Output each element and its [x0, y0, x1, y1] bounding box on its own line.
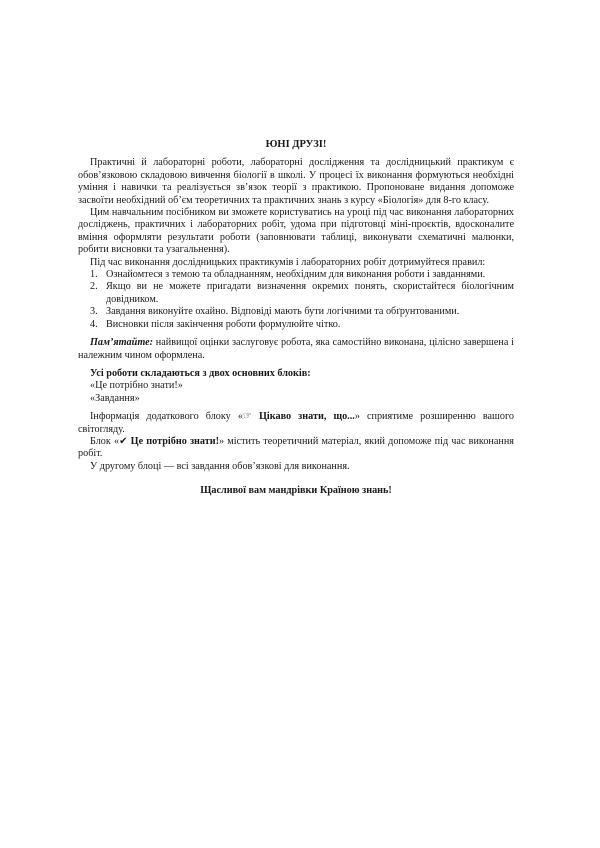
remember-paragraph: [78, 337, 514, 362]
intro-paragraph-2: Цим навчальним посібником ви зможете користуватись на уроці під час виконання лабораторних досліджень, практичних і лабораторних робіт, удома при підготовці міні-проєктів, вдосконалите вміння оформляти результати роботи (заповнювати таблиці, виконувати схематичні малюнки, робити висновки та узагальнення).: [78, 207, 514, 256]
list-item-text: Якщо ви не можете пригадати визначення окремих понять, скористайтеся біологічним довідником.: [106, 281, 514, 305]
rules-list: [78, 269, 514, 331]
page-title: ЮНІ ДРУЗІ!: [265, 139, 327, 150]
closing-line: Щасливої вам мандрівки Країною знань!: [200, 485, 392, 497]
page-content: [78, 139, 514, 498]
list-item-number: 1.: [90, 269, 98, 281]
block-item-2: «Завдання»: [90, 392, 140, 404]
list-item-text: Висновки після закінчення роботи формулюйте чітко.: [106, 318, 341, 330]
list-item: [78, 319, 514, 331]
blocks-heading: Усі роботи складаються з двох основних блоків:: [90, 367, 311, 379]
info1-label: Цікаво знати, що...: [251, 411, 355, 423]
list-item-number: 4.: [90, 318, 98, 330]
list-item-number: 2.: [90, 281, 98, 293]
list-item: [78, 269, 514, 281]
intro-paragraph-3: Під час виконання дослідницьких практикумів і лабораторних робіт дотримуйтеся правил:: [90, 256, 486, 268]
list-item-number: 3.: [90, 306, 98, 318]
list-item: [78, 306, 514, 318]
remember-label: Пам’ятайте:: [90, 337, 154, 349]
info2-label: Це потрібно знати!: [127, 435, 220, 447]
info-paragraph-2: [78, 436, 514, 461]
block-item-1: «Це потрібно знати!»: [90, 380, 183, 392]
info2-after: » містить теоретичний матеріал, який допоможе під час виконання робіт.: [78, 435, 514, 460]
info1-before: Інформація додаткового блоку «: [90, 411, 243, 423]
pointing-hand-icon: ☞: [242, 411, 252, 423]
check-icon: ✔: [119, 435, 128, 447]
info1-after: » сприятиме розширенню вашого світогляду.: [78, 411, 515, 435]
list-item-text: Завдання виконуйте охайно. Відповіді мають бути логічними та обґрунтованими.: [106, 306, 460, 318]
info2-before: Блок «: [90, 435, 120, 447]
info-paragraph-3: У другому блоці — всі завдання обов’язкові для виконання.: [90, 460, 350, 472]
intro-paragraph-1: Практичні й лабораторні роботи, лабораторні дослідження та дослідницький практикум є обов’язковою складовою вивчення біології в школі. У процесі їх виконання формуються необхідні уміння і навички та реалізується зв’язок теорії з практикою. Пропоноване видання допоможе засвоїти необхідний об’єм теоретичних та практичних знань з курсу «Біологія» для 8-го класу.: [78, 157, 514, 206]
list-item: [78, 281, 514, 306]
list-item-text: Ознайомтеся з темою та обладнанням, необхідним для виконання роботи і завданнями.: [106, 269, 486, 281]
remember-text: найвищої оцінки заслуговує робота, яка самостійно виконана, цілісно завершена і належним чином оформлена.: [78, 337, 514, 361]
info-paragraph-1: [78, 411, 514, 436]
